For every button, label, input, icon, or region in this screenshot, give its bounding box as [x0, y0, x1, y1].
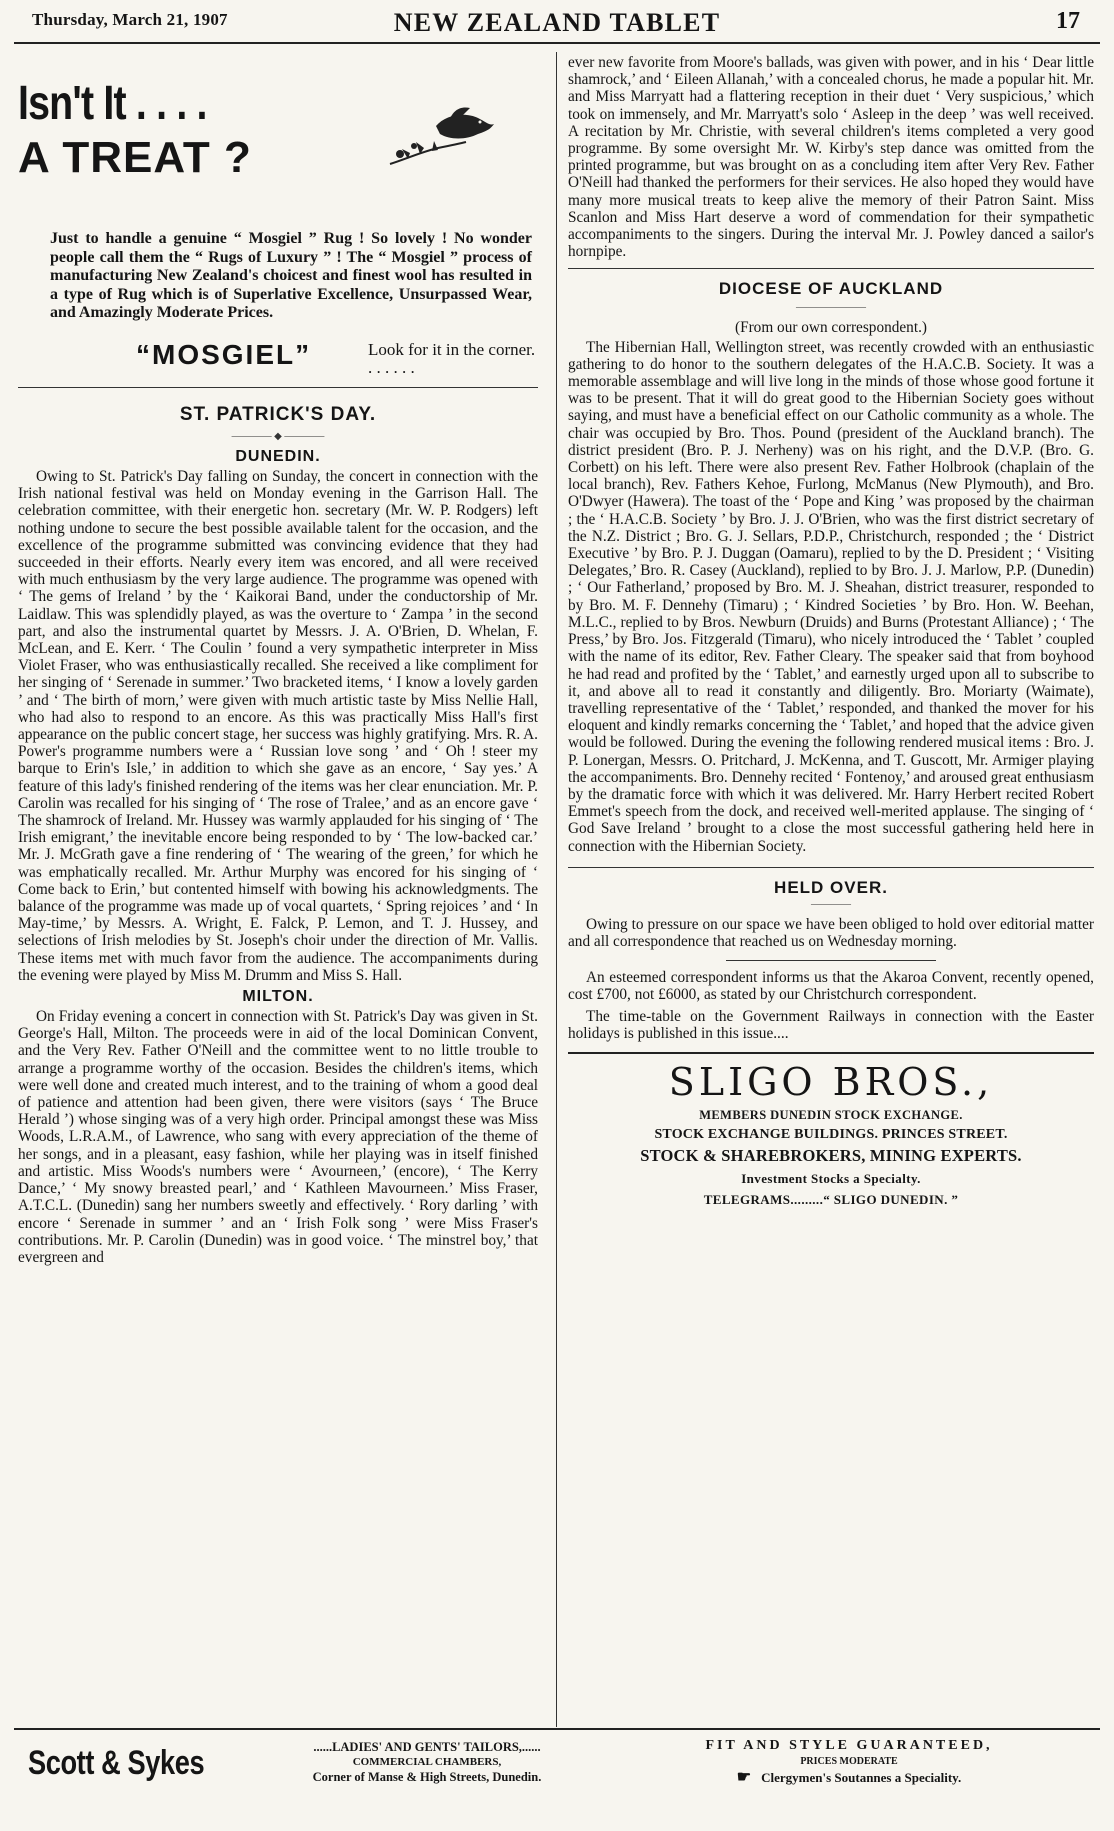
milton-article	[18, 1008, 538, 1266]
notes-section	[568, 969, 1094, 1042]
mosgiel-note: Look for it in the corner. . . . . . .	[368, 339, 536, 377]
dunedin-article	[18, 468, 538, 984]
sligo-name: SLIGO BROS.,	[668, 1059, 994, 1104]
pointing-hand-icon: ☛	[736, 1769, 752, 1786]
ornament-divider: ――――	[811, 898, 851, 910]
bird-on-branch-icon	[386, 104, 496, 174]
masthead	[14, 8, 1100, 44]
railways-note: The time-table on the Government Railways in connection with the Easter holidays is published in this issue....	[568, 1007, 1094, 1042]
held-over-title: HELD OVER.	[774, 877, 888, 897]
auckland-article	[568, 339, 1094, 855]
ornament-divider: ―――― ◆ ――――	[231, 430, 325, 442]
scott-sykes-advertisement	[14, 1728, 1100, 1786]
held-over-text: Owing to pressure on our space we have been obliged to hold over editorial matter and all correspondence that reached us on Wednesday morning.	[568, 915, 1094, 950]
sligo-advertisement	[568, 1052, 1094, 1208]
held-over-article	[568, 916, 1094, 950]
mosgiel-brand: “MOSGIEL”	[136, 338, 312, 370]
st-patricks-title: ST. PATRICK'S DAY.	[179, 403, 377, 425]
sligo-investment: Investment Stocks a Specialty.	[741, 1170, 921, 1186]
tailors-line-2: COMMERCIAL CHAMBERS,	[352, 1756, 502, 1768]
right-column	[568, 54, 1094, 1208]
milton-heading: MILTON.	[242, 988, 314, 1006]
milton-text: On Friday evening a concert in connection with St. Patrick's Day was given in St. George's Hall, Milton. The proceeds were in aid of the local Dominican Convent, and the Very Rev. Father O'Neill and the committee went to no little trouble to arrange a programme worthy of the occasion. Besides the children's items, which were well done and created much interest, and to the training of whom a good deal of patience and attention had been given, there were visitors (says ‘ The Bruce Herald ’) whose singing was of a very high order. Principal amongst these was Miss Woods, L.R.A.M., of Lawrence, who sang with every appreciation of the theme of her songs, and in a pleasant, easy fashion, while her playing was in itself finished and artistic. Miss Woods's numbers were ‘ Avourneen,’ (encore), ‘ The Kerry Dance,’ ‘ My snowy breasted pearl,’ and ‘ Kathleen Mavourneen.’ Miss Fraser, A.T.C.L. (Dunedin) sang her numbers sweetly and effectively. ‘ Rory darling ’ with encore ‘ Serenade in summer ’ and an ‘ Irish Folk song ’ were Miss Fraser's contributions. Mr. P. Carolin (Dunedin) was in good voice. ‘ The minstrel boy,’ that evergreen and	[18, 1008, 538, 1266]
tailors-guarantee	[604, 1738, 1094, 1786]
divider	[18, 387, 538, 388]
milton-continued-text: ever new favorite from Moore's ballads, was given with power, and in his ‘ Dear little shamrock,’ and ‘ Eileen Allanah,’ with a concealed chorus, he made a popular hit. Mr. and Miss Marryatt had a flattering reception in their duet ‘ Very suspicious,’ which took on immensely, and Mr. Marryatt's solo ‘ Asleep in the deep ’ was well received. A recitation by Mr. Christie, with several children's items completed a very good programme. By some oversight Mr. W. Kirby's step dance was omitted from the printed programme, but was brought on as a concluding item after Very Rev. Father O'Neill had thanked the performers for their services. He also hoped they would have many more musical treats to keep alive the memory of their Patron Saint. Miss Scanlon and Miss Hart deserve a word of commendation for their sympathetic accompaniments to the singers. During the interval Mr. J. Powley danced a sailor's hornpipe.	[568, 54, 1094, 261]
issue-date: Thursday, March 21, 1907	[32, 10, 228, 29]
ornament-divider: ―――――――	[796, 302, 866, 314]
ad-body-text: Just to handle a genuine “ Mosgiel ” Rug ! So lovely ! No wonder people call them the “ Rugs of Luxury ” ! The “ Mosgiel ” process of manufacturing New Zealand's choicest and finest wool has resulted in a type of Rug which is of Superlative Excellence, Unsurpassed Wear, and Amazingly Moderate Prices.	[50, 230, 532, 322]
sligo-address: STOCK EXCHANGE BUILDINGS. PRINCES STREET.	[654, 1126, 1008, 1142]
akaroa-note: An esteemed correspondent informs us that the Akaroa Convent, recently opened, cost £700, not £6000, as stated by our Christchurch correspondent.	[568, 969, 1094, 1004]
milton-continued	[568, 54, 1094, 260]
auckland-text: The Hibernian Hall, Wellington street, was recently crowded with an enthusiastic gathering to do honor to the southern delegates of the H.A.C.B. Society. It was a memorable assemblage and will live long in the minds of those whose good fortune it was to be present. That it will do great good to the Hibernian Society goes without saying, and must have a beneficial effect on our Catholic community as a whole. The chair was occupied by Bro. Thos. Pound (president of the Auckland branch). The district president (Bro. P. J. Nerheny) was on his right, and the D.V.P. (Bro. G. Corbett) on his left. There were also present Rev. Father Holbrook (chaplain of the local branch), Rev. Fathers Kehoe, Furlong, McManus (New Plymouth), and Bro. O'Dwyer (Hawera). The toast of the ‘ Pope and King ’ was proposed by the chairman ; the ‘ H.A.C.B. Society ’ by Bro. J. J. O'Brien, who was the first district secretary of the N.Z. District ; Bro. G. J. Sellars, P.D.P., Christchurch, responded ; the ‘ District Executive ’ by Bro. P. J. Duggan (Oamaru), replied to by the D. President ; ‘ Visiting Delegates,’ Bro. R. Casey (Auckland), replied to by Bro. J. J. Marlow, P.P. (Dunedin) ; ‘ Our Fatherland,’ proposed by Bro. M. J. Sheahan, district treasurer, responded to by Bro. M. F. Dennehy (Timaru) ; ‘ Kindred Societies ’ by Bro. Hon. W. Beehan, M.L.C., replied to by Bros. Newburn (Druids) and Burns (Protestant Alliance) ; ‘ The Press,’ by Bro. Jos. Fitzgerald (Timaru), who nicely introduced the ‘ Tablet ’ coupled with the name of its editor, Rev. Father Cleary. The speaker said that from boyhood he had read and profited by the ‘ Tablet,’ and earnestly urged upon all to subscribe to it, and above all to read it constantly and diligently. Bro. Moriarty (Waimate), travelling representative of the ‘ Tablet,’ responded, and thanked the mover for his eloquent and kindly remarks concerning the ‘ Tablet,’ and hoped that the advice given would be followed. During the evening the following rendered musical items : Bro. J. P. Lonergan, Messrs. O. Pritchard, J. McKenna, and T. Guscott, Mr. Armiger playing the accompaniments. Bro. Dennehy recited ‘ Fontenoy,’ and aroused great enthusiasm by the dramatic force with which it was delivered. Mr. Harry Herbert recited Robert Emmet's speech from the dock, and received well-merited applause. The singing of ‘ God Save Ireland ’ brought to a close the most successful gathering held here in connection with the Hibernian Society.	[568, 338, 1094, 855]
dunedin-text: Owing to St. Patrick's Day falling on Sunday, the concert in connection with the Irish national festival was held on Monday evening in the Garrison Hall. The celebration committee, with their energetic hon. secretary (Mr. W. P. Rodgers) left nothing undone to secure the best possible available talent for the occasion, and the excellence of the programme submitted was convincing evidence that they had succeeded in their efforts. Nearly every item was encored, and all were received with much enthusiasm by the very large audience. The programme was opened with ‘ The gems of Ireland ’ by the ‘ Kaikorai Band, under the conductorship of Mr. Laidlaw. This was splendidly played, as was the overture to ‘ Zampa ’ in the second part, and also the instrumental quartet by Messrs. J. A. O'Brien, D. Whelan, F. McLean, and E. Kerr. ‘ The Coulin ’ found a very sympathetic interpreter in Miss Violet Fraser, who was enthusiastically recalled. She received a like compliment for her singing of ‘ Serenade in summer.’ Two bracketed items, ‘ I know a lovely garden ’ and ‘ The birth of morn,’ were given with much artistic taste by Miss Nellie Hall, who had also to respond to an encore. As this was practically Miss Hall's first appearance on the public concert stage, her success was highly gratifying. Mrs. R. A. Power's programme numbers were a ‘ Russian love song ’ and ‘ Oh ! steer my barque to Erin's Isle,’ in addition to which she gave as an encore, ‘ Say yes.’ A feature of this lady's finished rendering of the items was her clear enunciation. Mr. P. Carolin was recalled for his singing of ‘ The rose of Tralee,’ and as an encore gave ‘ The shamrock of Ireland. Mr. Hussey was warmly applauded for his singing of ‘ The Irish emigrant,’ the inevitable encore being responded to by ‘ The low-backed car.’ Mr. J. McGrath gave a fine rendering of ‘ The wearing of the green,’ for which he was emphatically recalled. Mr. Arthur Murphy was encored for his singing of ‘ Come back to Erin,’ but contented himself with bowing his acknowledgments. The balance of the programme was made up of vocal quartets, ‘ Spring rejoices ’ and ‘ In May-time,’ by Messrs. A. Wright, E. Falck, P. Lemon, and T. J. Hussey, and selections of Irish melodies by St. Joseph's choir under the direction of Mr. Vallis. These items met with much favor from the audience. The accompaniments during the evening were played by Miss M. Drumm and Miss S. Hall.	[18, 467, 538, 984]
left-column	[18, 54, 538, 1266]
ad-headline-1: Isn't It . . . .	[18, 77, 207, 130]
sligo-brokers: STOCK & SHAREBROKERS, MINING EXPERTS.	[640, 1145, 1022, 1165]
sligo-telegrams: TELEGRAMS.........“ SLIGO DUNEDIN. ”	[703, 1191, 959, 1207]
ad-headline-2: A TREAT ?	[18, 133, 252, 182]
auckland-title: DIOCESE OF AUCKLAND	[718, 279, 944, 299]
mosgiel-advertisement	[18, 54, 538, 381]
tailors-line-1: ......LADIES' AND GENTS' TAILORS,......	[313, 1740, 541, 1754]
divider	[568, 268, 1094, 269]
tailors-details	[272, 1740, 582, 1785]
guarantee-line-3: Clergymen's Soutannes a Speciality.	[761, 1770, 962, 1785]
divider	[726, 960, 936, 961]
guarantee-line-3-row	[604, 1770, 1094, 1786]
auckland-byline: (From our own correspondent.)	[734, 319, 928, 337]
newspaper-title: NEW ZEALAND TABLET	[393, 8, 721, 37]
guarantee-line-2: PRICES MODERATE	[800, 1756, 898, 1767]
tailors-line-3: Corner of Manse & High Streets, Dunedin.	[312, 1770, 542, 1784]
divider	[568, 867, 1094, 868]
guarantee-line-1: FIT AND STYLE GUARANTEED,	[705, 1738, 993, 1753]
scott-sykes-brand: Scott & Sykes	[28, 1744, 205, 1782]
column-divider	[556, 52, 557, 1727]
sligo-members: MEMBERS DUNEDIN STOCK EXCHANGE.	[699, 1107, 963, 1122]
page-number: 17	[1056, 8, 1080, 34]
dunedin-heading: DUNEDIN.	[235, 447, 321, 465]
mosgiel-brand-row	[18, 329, 538, 381]
